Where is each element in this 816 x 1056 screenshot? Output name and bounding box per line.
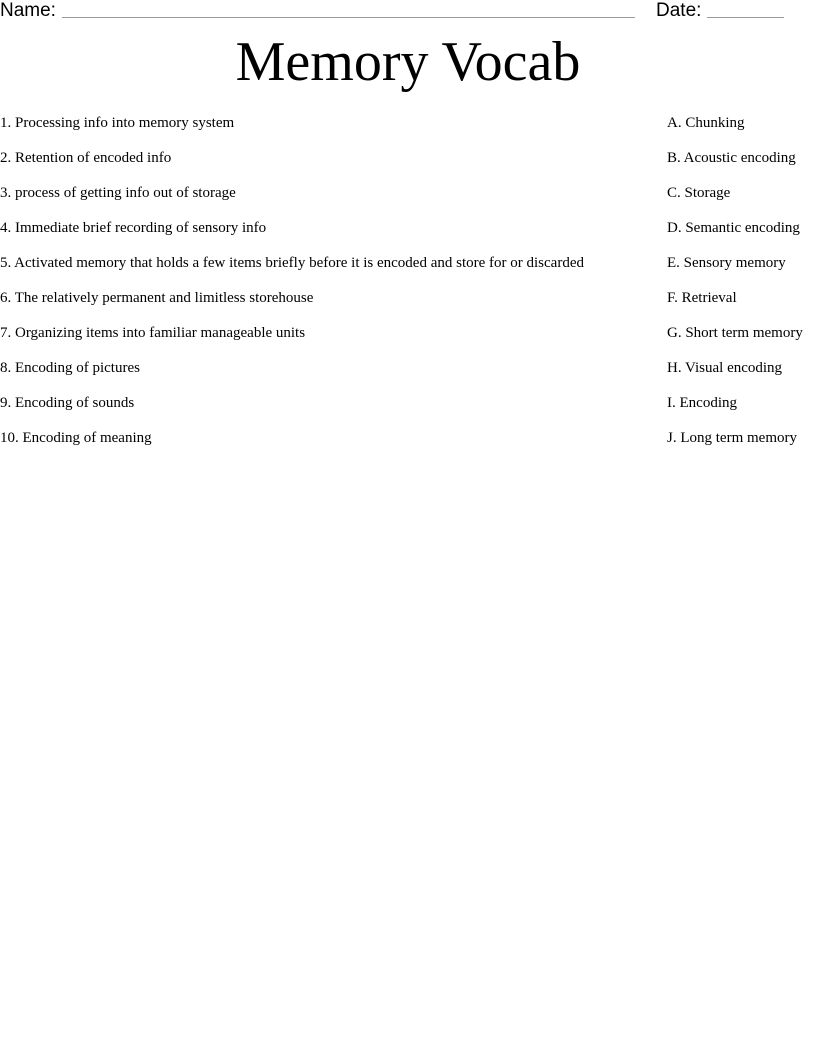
answer-item: E. Sensory memory (667, 255, 786, 271)
question-list (0, 113, 584, 463)
question-item: 5. Activated memory that holds a few items briefly before it is encoded and store for or discarded (0, 255, 584, 271)
name-label: Name: (0, 0, 56, 21)
answer-item: J. Long term memory (667, 430, 797, 446)
page-title: Memory Vocab (235, 31, 581, 93)
answer-list (667, 113, 803, 463)
date-label: Date: (656, 0, 702, 21)
header-row (0, 0, 816, 24)
answer-item: F. Retrieval (667, 290, 737, 306)
question-item: 3. process of getting info out of storage (0, 185, 236, 201)
question-item: 10. Encoding of meaning (0, 430, 152, 446)
name-field-line[interactable] (62, 0, 635, 18)
answer-item: D. Semantic encoding (667, 220, 800, 236)
question-item: 6. The relatively permanent and limitless storehouse (0, 290, 314, 306)
answer-item: G. Short term memory (667, 325, 803, 341)
answer-item: B. Acoustic encoding (667, 150, 796, 166)
answer-item: A. Chunking (667, 115, 745, 131)
question-item: 9. Encoding of sounds (0, 395, 135, 411)
question-item: 7. Organizing items into familiar manageable units (0, 325, 306, 341)
question-item: 4. Immediate brief recording of sensory info (0, 220, 267, 236)
question-item: 2. Retention of encoded info (0, 150, 172, 166)
question-item: 1. Processing info into memory system (0, 115, 235, 131)
question-item: 8. Encoding of pictures (0, 360, 140, 376)
answer-item: C. Storage (667, 185, 731, 201)
answer-item: H. Visual encoding (667, 360, 783, 376)
answer-item: I. Encoding (667, 395, 737, 411)
date-field-line[interactable] (707, 0, 784, 18)
